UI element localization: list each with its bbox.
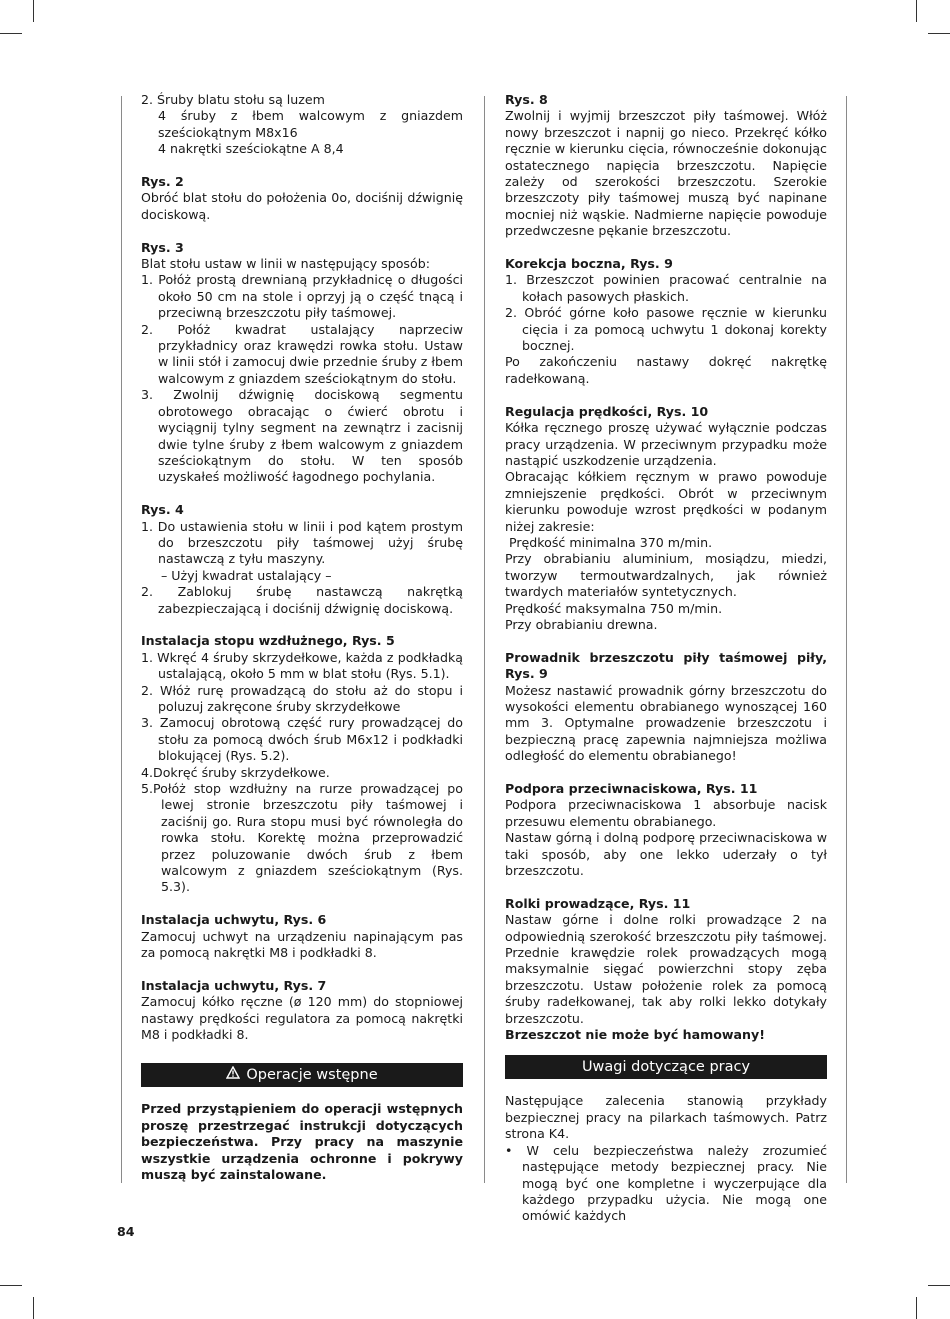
rys8-text: Zwolnij i wyjmij brzeszczot piły taśmowej. Włóż nowy brzeszczot i napnij go nieco. Przekręć kółko ręcznie w kierunku cięcia, równocześnie dokonując ostatecznego napięcia brzeszczotu. Napięcie zależy od szerokości brzeszczotu. Szerokie brzeszczoty piły taśmowej muszą być napinane mocniej niż wąskie. Nadmierne napięcie powoduje przedwczesne pękanie brzeszczotu. bbox=[505, 108, 827, 239]
rys6-text: Zamocuj uchwyt na urządzeniu napinającym pas za pomocą nakrętki M8 i podkładki 8. bbox=[141, 928, 463, 961]
rys10-paragraph: Kółka ręcznego proszę używać wyłącznie podczas pracy urządzenia. W przeciwnym przypadku może nastąpić uszkodzenie urządzenia. bbox=[505, 420, 827, 468]
rys6-heading: Instalacja uchwytu, Rys. 6 bbox=[141, 912, 327, 928]
rys5-item: 1. Wkręć 4 śruby skrzydełkowe, każda z podkładką ustalającą, około 5 mm w blat stołu (Rys. 5.1). bbox=[141, 649, 463, 682]
rys11b-warning: Brzeszczot nie może być hamowany! bbox=[505, 1027, 765, 1043]
crop-mark bbox=[916, 0, 917, 22]
rys5-item: 2. Włóż rurę prowadzącą do stołu aż do stopu i poluzuj zakręcone śruby skrzydełkowe bbox=[141, 682, 463, 714]
rys7-text: Zamocuj kółko ręczne (ø 120 mm) do stopniowej nastawy prędkości regulatora za pomocą nakrętki M8 i podkładki 8. bbox=[141, 994, 463, 1043]
rys4-item: 2. Zablokuj śrubę nastawczą nakrętką zabezpieczającą i dociśnij dźwignię dociskową. bbox=[141, 584, 463, 616]
rys5-section bbox=[141, 633, 463, 896]
page-number: 84 bbox=[117, 1224, 135, 1239]
rys9-item: 2. Obróć górne koło pasowe ręcznie w kierunku cięcia i za pomocą uchwytu 1 dokonaj korekty bocznej. bbox=[505, 305, 827, 354]
guide-section bbox=[505, 650, 827, 765]
operations-banner bbox=[141, 1063, 463, 1087]
screws-item: 2. Śruby blatu stołu są luzem bbox=[141, 92, 325, 107]
rys4-section bbox=[141, 502, 463, 617]
rys2-section bbox=[141, 174, 463, 223]
rys11b-heading: Rolki prowadzące, Rys. 11 bbox=[505, 895, 691, 911]
rys4-note: – Użyj kwadrat ustalający – bbox=[161, 567, 332, 583]
crop-mark bbox=[928, 1285, 950, 1286]
screws-line: 4 śruby z łbem walcowym z gniazdem sześciokątnym M8x16 bbox=[158, 108, 463, 140]
rys9-section bbox=[505, 256, 827, 387]
rys11b-section bbox=[505, 896, 827, 1044]
crop-mark bbox=[33, 0, 34, 22]
operations-banner-label: Operacje wstępne bbox=[246, 1067, 378, 1084]
crop-mark bbox=[916, 1297, 917, 1319]
rys9-item: 1. Brzeszczot powinien pracować centralnie na kołach pasowych płaskich. bbox=[505, 272, 827, 304]
table-screws-section bbox=[141, 92, 463, 158]
rys11a-paragraph: Podpora przeciwnaciskowa 1 absorbuje nacisk przesuwu elementu obrabianego. bbox=[505, 797, 827, 829]
guide-text: Możesz nastawić prowadnik górny brzeszczotu do wysokości elementu obrabianego wynoszącej 160 mm 3. Optymalne prowadzenie brzeszczotu i bezpieczną pracę zapewnia najmniejsza możliwa odległość do elementu obrabianego! bbox=[505, 682, 827, 764]
notes-bullet: • W celu bezpieczeństwa należy zrozumieć następujące metody bezpiecznej pracy. Nie mogą być one kompletne i wyczerpujące dla każdego przypadku użycia. Nie mogą one omówić każdych bbox=[505, 1142, 827, 1224]
rys11a-section bbox=[505, 781, 827, 879]
right-column bbox=[505, 92, 827, 1225]
rys10-paragraph: Prędkość minimalna 370 m/min. bbox=[505, 534, 713, 550]
rys2-heading: Rys. 2 bbox=[141, 174, 184, 190]
crop-mark bbox=[928, 33, 950, 34]
rys7-section bbox=[141, 978, 463, 1044]
rys6-section bbox=[141, 912, 463, 961]
rys8-heading: Rys. 8 bbox=[505, 92, 548, 107]
column-rule-middle bbox=[484, 96, 485, 1183]
rys10-section bbox=[505, 404, 827, 634]
rys8-section bbox=[505, 92, 827, 240]
rys3-section bbox=[141, 240, 463, 486]
rys5-item: 5.Połóż stop wzdłużny na rurze prowadzącej po lewej stronie brzeszczotu piły taśmowej i zaciśnij go. Rura stopu musi być równoległa do rowka stołu. Korektę można przeprowadzić przez poluzowanie dwóch śrub z łbem walcowym z gniazdem sześciokątnym (Rys. 5.3). bbox=[141, 781, 463, 895]
warning-triangle-icon bbox=[226, 1063, 240, 1087]
rys7-heading: Instalacja uchwytu, Rys. 7 bbox=[141, 977, 327, 993]
screws-line: 4 nakrętki sześciokątne A 8,4 bbox=[158, 141, 344, 157]
operations-text: Przed przystąpieniem do operacji wstępnych proszę przestrzegać instrukcji dotyczących bezpieczeństwa. Przy pracy na maszynie wszystkie urządzenia ochronne i pokrywy muszą być zainstalowane. bbox=[141, 1101, 463, 1183]
crop-mark bbox=[0, 1285, 22, 1286]
rys5-item: 4.Dokręć śruby skrzydełkowe. bbox=[141, 764, 330, 780]
rys10-paragraph: Przy obrabianiu aluminium, mosiądzu, miedzi, tworzyw termoutwardzalnych, jak również twardych materiałów syntetycznych. bbox=[505, 551, 827, 600]
rys2-text: Obróć blat stołu do położenia 0o, dociśnij dźwignię dociskową. bbox=[141, 190, 463, 222]
column-rule-right bbox=[846, 96, 847, 1183]
rys11b-text: Nastaw górne i dolne rolki prowadzące 2 na odpowiednią szerokość brzeszczotu piły taśmowej. Przednie krawędzie rolek prowadzących mogą maksymalnie sięgać powierzchni stopy zęba brzeszczotu. Ustaw położenie rolek za pomocą śruby radełkowanej, tak aby rolki lekko dotykały brzeszczotu. bbox=[505, 912, 827, 1026]
left-column bbox=[141, 92, 463, 1184]
notes-banner bbox=[505, 1055, 827, 1079]
guide-heading: Prowadnik brzeszczotu piły taśmowej piły, Rys. 9 bbox=[505, 649, 827, 682]
rys3-heading: Rys. 3 bbox=[141, 239, 184, 255]
rys4-item: 1. Do ustawienia stołu w linii i pod kątem prostym do brzeszczotu piły taśmowej użyj śrubę nastawczą z tyłu maszyny. bbox=[141, 518, 463, 567]
notes-banner-label: Uwagi dotyczące pracy bbox=[581, 1059, 751, 1076]
rys10-paragraph: Przy obrabianiu drewna. bbox=[505, 616, 658, 632]
rys4-heading: Rys. 4 bbox=[141, 502, 184, 518]
rys3-item: 1. Połóż prostą drewnianą przykładnicę o długości około 50 cm na stole i oprzyj ją o część tnącą i przeciwną brzeszczotu piły taśmowej. bbox=[141, 272, 463, 321]
rys9-text: Po zakończeniu nastawy dokręć nakrętkę radełkowaną. bbox=[505, 354, 827, 386]
rys9-heading: Korekcja boczna, Rys. 9 bbox=[505, 256, 673, 272]
rys5-item: 3. Zamocuj obrotową część rury prowadzącej do stołu za pomocą dwóch śrub M6x12 i podkładki blokującej (Rys. 5.2). bbox=[141, 715, 463, 764]
rys3-item: 2. Połóż kwadrat ustalający naprzeciw przykładnicy oraz krawędzi rowka stołu. Ustaw w linii stół i zamocuj dwie przednie śruby z łbem walcowym z gniazdem sześciokątnym do stołu. bbox=[141, 321, 463, 386]
notes-intro: Następujące zalecenia stanowią przykłady bezpiecznej pracy na pilarkach taśmowych. Patrz strona K4. bbox=[505, 1093, 827, 1142]
rys5-heading: Instalacja stopu wzdłużnego, Rys. 5 bbox=[141, 633, 395, 649]
rys3-item: 3. Zwolnij dźwignię dociskową segmentu obrotowego obracając o ćwierć obrotu i wyciągnij tylny segment na zewnątrz i zacisnij dwie tylne śruby z łbem walcowym z gniazdem sześciokątnym do stołu. W ten sposób uzyskałeś możliwość łagodnego pochylania. bbox=[141, 387, 463, 485]
rys10-paragraph: Obracając kółkiem ręcznym w prawo powoduje zmniejszenie prędkości. Obrót w przeciwnym kierunku powoduje wzrost prędkości w podanym niżej zakresie: bbox=[505, 469, 827, 534]
crop-mark bbox=[0, 33, 22, 34]
rys10-heading: Regulacja prędkości, Rys. 10 bbox=[505, 403, 709, 419]
rys3-intro: Blat stołu ustaw w linii w następujący sposób: bbox=[141, 256, 430, 272]
column-rule-left bbox=[121, 96, 122, 1183]
crop-mark bbox=[33, 1297, 34, 1319]
rys10-paragraph: Prędkość maksymalna 750 m/min. bbox=[505, 600, 723, 616]
rys11a-paragraph: Nastaw górną i dolną podporę przeciwnaciskowa w taki sposób, aby one lekko uderzały o tył brzeszczotu. bbox=[505, 830, 827, 879]
rys11a-heading: Podpora przeciwnaciskowa, Rys. 11 bbox=[505, 781, 758, 796]
